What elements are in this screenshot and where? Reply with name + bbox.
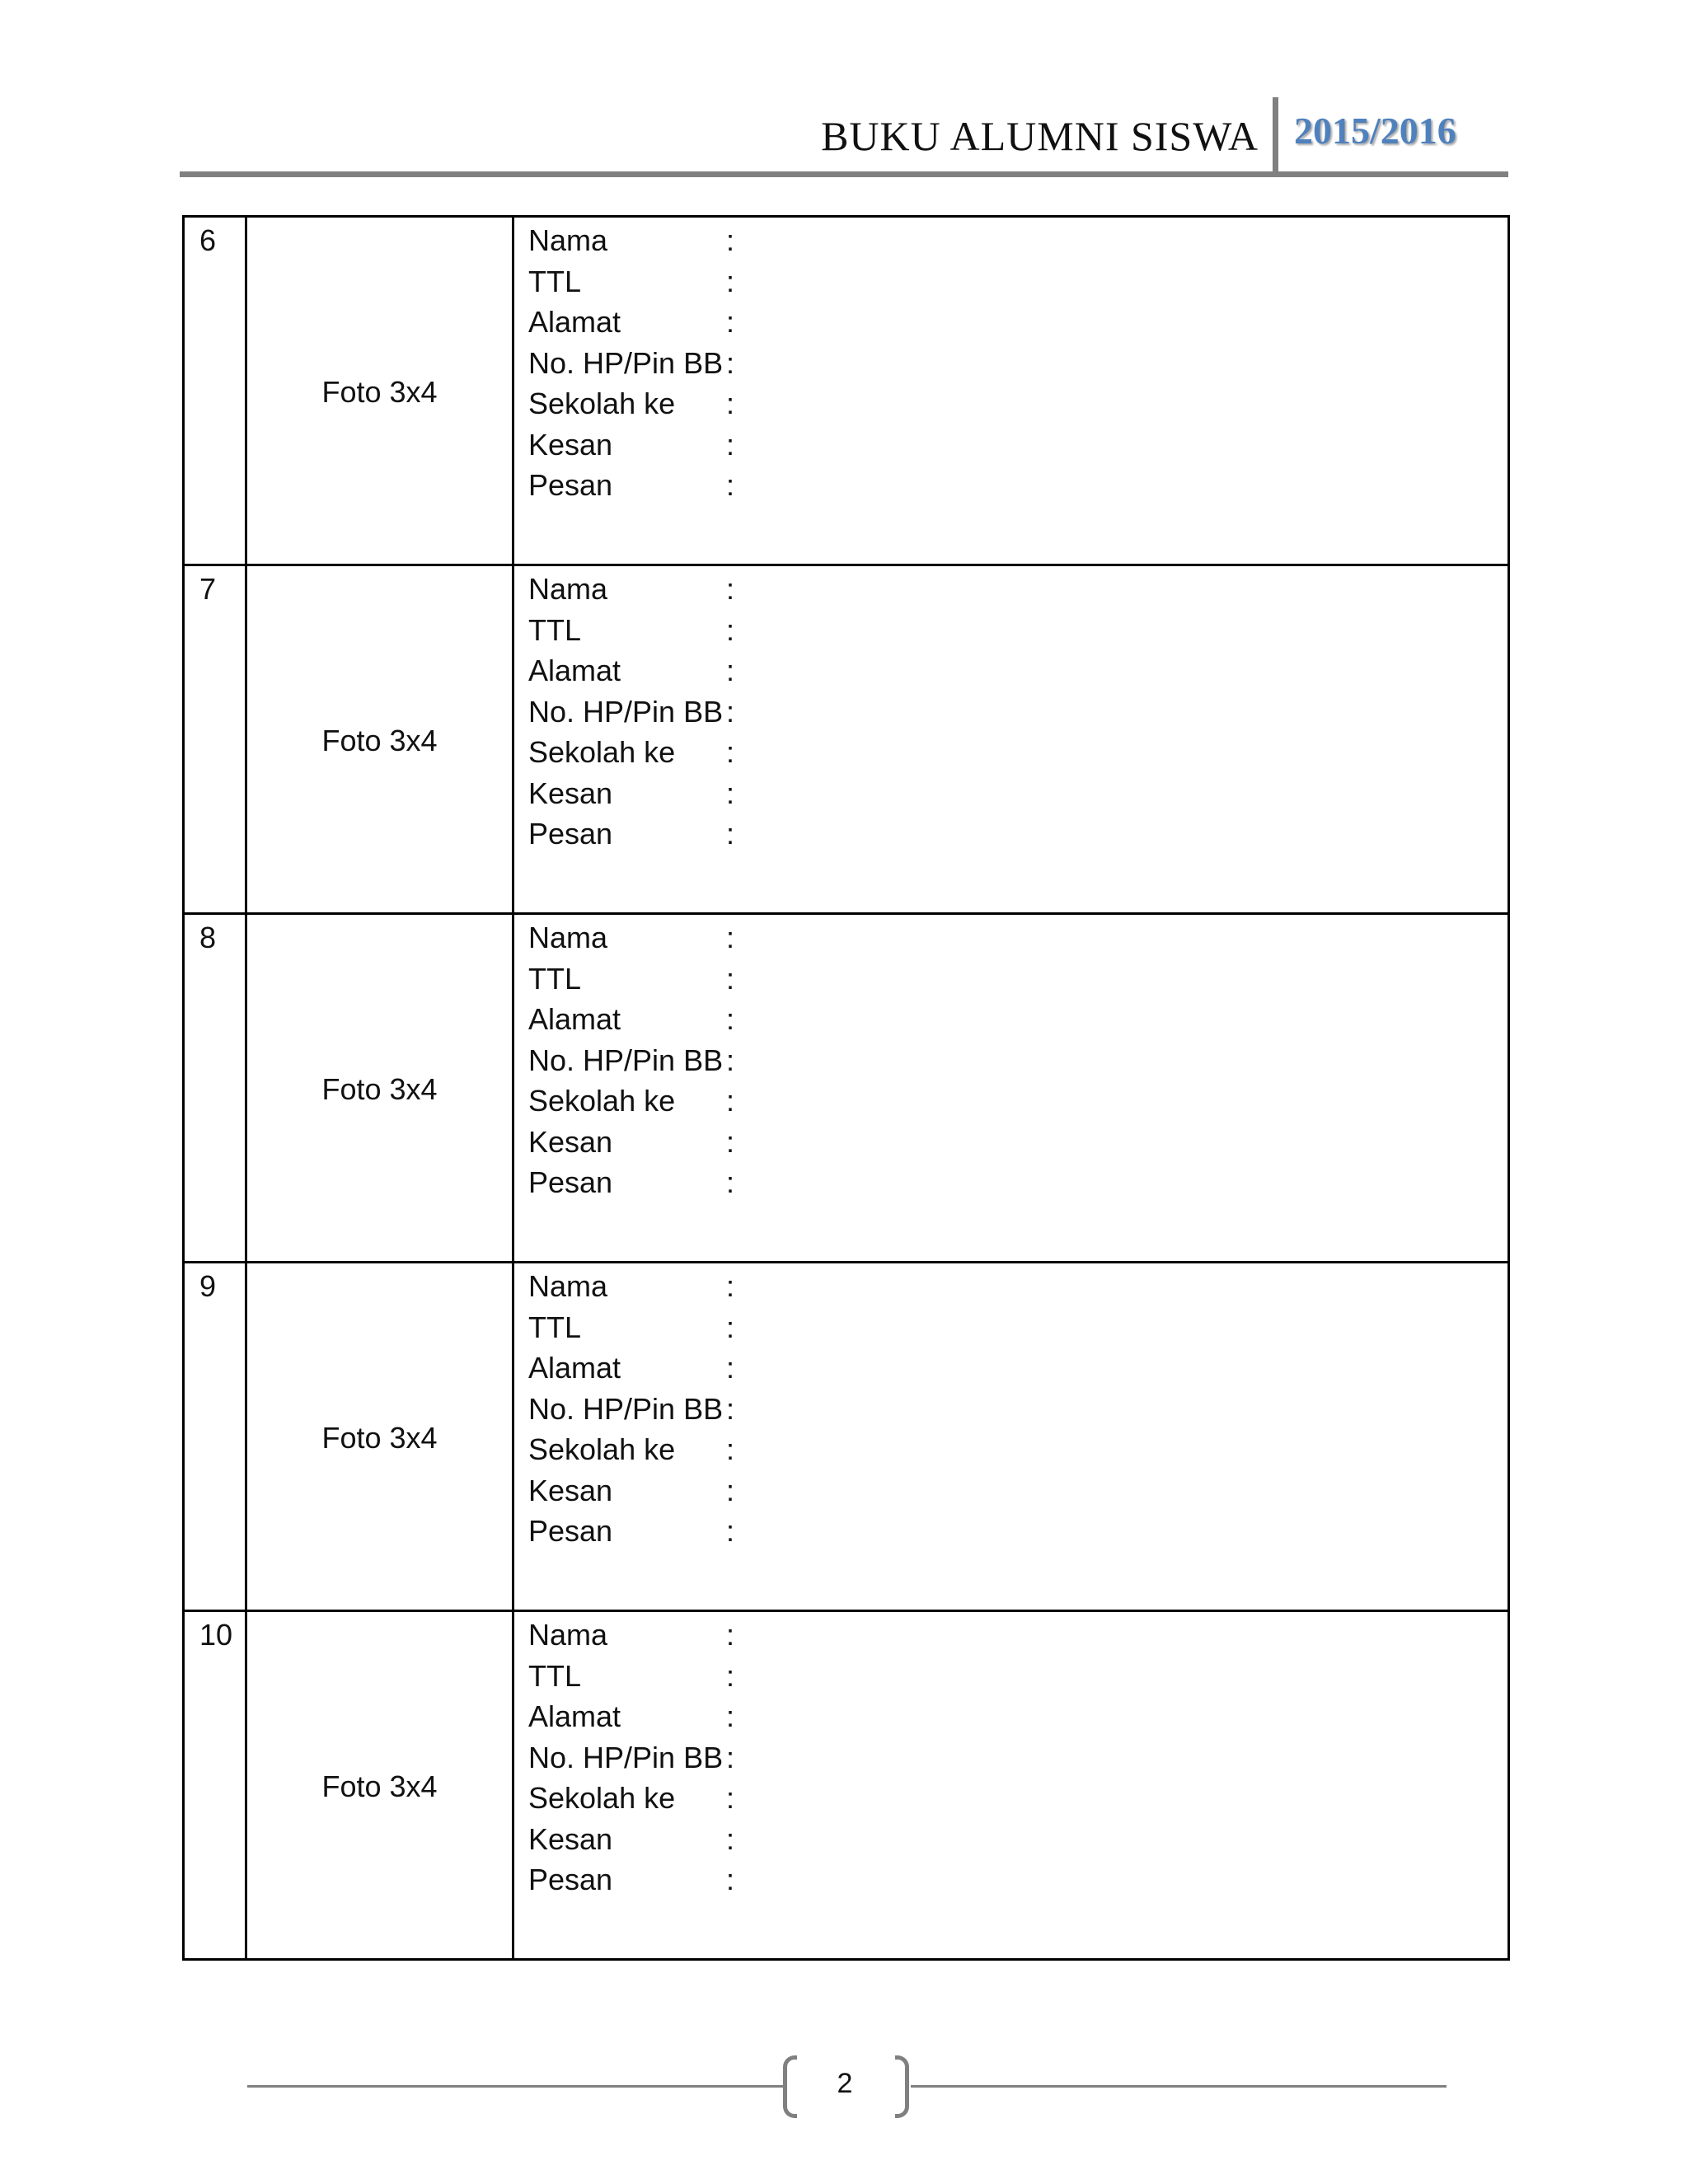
page-number: 2 <box>837 2068 853 2099</box>
field-separator: : <box>726 1084 735 1118</box>
field-label: Sekolah ke <box>528 1432 676 1466</box>
entry-fields-cell <box>513 565 1509 914</box>
field-separator: : <box>726 1618 735 1652</box>
field-row <box>528 1473 1507 1514</box>
field-row <box>528 386 1507 427</box>
field-row <box>528 1001 1507 1043</box>
footer-line-left <box>247 2085 783 2088</box>
field-row <box>528 571 1507 612</box>
field-separator: : <box>726 1781 735 1815</box>
field-label: No. HP/Pin BB <box>528 694 724 729</box>
field-separator: : <box>726 654 735 687</box>
entry-fields <box>514 566 1507 857</box>
header-rule <box>180 171 1508 177</box>
alumni-entry-row <box>184 565 1509 914</box>
field-label: Sekolah ke <box>528 387 676 420</box>
entry-fields-cell <box>513 1263 1509 1611</box>
field-separator: : <box>726 961 735 996</box>
field-label: Kesan <box>528 1821 613 1856</box>
entry-number-cell <box>184 217 246 565</box>
field-separator: : <box>726 1310 735 1344</box>
field-label: Nama <box>528 1269 608 1303</box>
field-row <box>528 1043 1507 1084</box>
field-row <box>528 304 1507 345</box>
entry-number-cell <box>184 914 246 1263</box>
photo-placeholder-label: Foto 3x4 <box>321 724 438 757</box>
entry-fields <box>514 1612 1507 1903</box>
field-separator: : <box>726 1002 735 1036</box>
entry-number-cell <box>184 565 246 914</box>
field-separator: : <box>726 572 735 606</box>
field-separator: : <box>726 1269 735 1303</box>
entry-number-cell <box>184 1263 246 1611</box>
entry-number: 9 <box>199 1269 217 1303</box>
alumni-entry-row <box>184 1263 1509 1611</box>
field-separator: : <box>726 468 735 502</box>
field-separator: : <box>726 1391 735 1426</box>
field-row <box>528 1617 1507 1658</box>
photo-placeholder-label: Foto 3x4 <box>321 1072 438 1106</box>
field-separator: : <box>726 612 735 647</box>
school-year: 2015/2016 <box>1294 110 1456 152</box>
field-label: Pesan <box>528 1165 613 1199</box>
field-row <box>528 653 1507 694</box>
field-row <box>528 345 1507 387</box>
field-separator: : <box>726 1473 735 1507</box>
field-label: No. HP/Pin BB <box>528 1043 724 1077</box>
entry-number: 6 <box>199 223 217 257</box>
field-row <box>528 612 1507 654</box>
field-row <box>528 920 1507 961</box>
field-row <box>528 1821 1507 1863</box>
field-label: No. HP/Pin BB <box>528 345 724 380</box>
field-label: TTL <box>528 612 582 647</box>
field-label: TTL <box>528 264 582 298</box>
field-row <box>528 694 1507 735</box>
alumni-form-table <box>182 215 1510 1961</box>
field-label: Nama <box>528 921 608 954</box>
alumni-entry-row <box>184 1611 1509 1960</box>
field-separator: : <box>726 1124 735 1159</box>
field-label: Sekolah ke <box>528 735 676 769</box>
entry-number: 8 <box>199 921 217 954</box>
field-separator: : <box>726 1043 735 1077</box>
field-label: Pesan <box>528 1514 613 1548</box>
footer-bracket-right <box>895 2055 909 2118</box>
alumni-entries <box>184 217 1509 1960</box>
field-separator: : <box>726 1699 735 1733</box>
field-label: Alamat <box>528 1002 621 1036</box>
field-row <box>528 1165 1507 1206</box>
field-separator: : <box>726 1863 735 1896</box>
field-row <box>528 1780 1507 1821</box>
field-label: Kesan <box>528 1124 613 1159</box>
field-row <box>528 816 1507 857</box>
field-label: Sekolah ke <box>528 1781 676 1815</box>
field-separator: : <box>726 305 735 339</box>
footer-line-right <box>911 2085 1447 2088</box>
alumni-entry-row <box>184 217 1509 565</box>
field-row <box>528 1124 1507 1165</box>
photo-placeholder-label: Foto 3x4 <box>321 375 438 409</box>
field-separator: : <box>726 387 735 420</box>
page-footer <box>247 2055 1447 2121</box>
field-label: TTL <box>528 1658 582 1693</box>
field-row <box>528 1699 1507 1740</box>
field-row <box>528 1432 1507 1473</box>
field-row <box>528 776 1507 817</box>
field-row <box>528 1513 1507 1554</box>
entry-fields <box>514 218 1507 509</box>
field-separator: : <box>726 264 735 298</box>
field-row <box>528 427 1507 468</box>
field-label: Kesan <box>528 427 613 462</box>
document-title: BUKU ALUMNI SISWA <box>821 113 1259 159</box>
field-row <box>528 734 1507 776</box>
field-separator: : <box>726 1821 735 1856</box>
field-separator: : <box>726 1165 735 1199</box>
entry-number: 7 <box>199 572 217 606</box>
field-separator: : <box>726 1432 735 1466</box>
entry-fields-cell <box>513 1611 1509 1960</box>
header-divider <box>1273 97 1278 171</box>
field-label: Nama <box>528 572 608 606</box>
field-separator: : <box>726 1740 735 1774</box>
entry-fields-cell <box>513 914 1509 1263</box>
field-separator: : <box>726 427 735 462</box>
field-label: Alamat <box>528 1351 621 1385</box>
field-separator: : <box>726 817 735 851</box>
field-separator: : <box>726 694 735 729</box>
photo-placeholder-cell <box>246 1263 513 1611</box>
footer-bracket-left <box>783 2055 797 2118</box>
field-row <box>528 1083 1507 1124</box>
field-label: No. HP/Pin BB <box>528 1740 724 1774</box>
field-row <box>528 1310 1507 1351</box>
page-header <box>180 97 1508 180</box>
entry-fields <box>514 1263 1507 1554</box>
field-label: Pesan <box>528 1863 613 1896</box>
entry-number: 10 <box>199 1618 233 1652</box>
field-separator: : <box>726 345 735 380</box>
field-label: TTL <box>528 961 582 996</box>
field-label: Sekolah ke <box>528 1084 676 1118</box>
field-label: Kesan <box>528 776 613 810</box>
alumni-entry-row <box>184 914 1509 1263</box>
field-separator: : <box>726 223 735 257</box>
field-row <box>528 1740 1507 1781</box>
field-label: Alamat <box>528 1699 621 1733</box>
photo-placeholder-cell <box>246 914 513 1263</box>
field-row <box>528 467 1507 509</box>
field-separator: : <box>726 1351 735 1385</box>
field-label: Pesan <box>528 817 613 851</box>
field-label: Kesan <box>528 1473 613 1507</box>
photo-placeholder-cell <box>246 565 513 914</box>
field-label: TTL <box>528 1310 582 1344</box>
field-row <box>528 1391 1507 1432</box>
field-label: Nama <box>528 1618 608 1652</box>
field-row <box>528 223 1507 264</box>
field-label: Alamat <box>528 654 621 687</box>
field-separator: : <box>726 776 735 810</box>
field-row <box>528 1268 1507 1310</box>
field-separator: : <box>726 735 735 769</box>
photo-placeholder-cell <box>246 1611 513 1960</box>
field-label: No. HP/Pin BB <box>528 1391 724 1426</box>
photo-placeholder-label: Foto 3x4 <box>321 1769 438 1803</box>
photo-placeholder-cell <box>246 217 513 565</box>
field-separator: : <box>726 921 735 954</box>
field-row <box>528 1658 1507 1699</box>
field-separator: : <box>726 1658 735 1693</box>
field-row <box>528 1862 1507 1903</box>
field-label: Alamat <box>528 305 621 339</box>
field-label: Pesan <box>528 468 613 502</box>
field-row <box>528 961 1507 1002</box>
field-label: Nama <box>528 223 608 257</box>
field-row <box>528 264 1507 305</box>
entry-fields <box>514 915 1507 1206</box>
field-row <box>528 1350 1507 1391</box>
entry-fields-cell <box>513 217 1509 565</box>
field-separator: : <box>726 1514 735 1548</box>
photo-placeholder-label: Foto 3x4 <box>321 1421 438 1455</box>
entry-number-cell <box>184 1611 246 1960</box>
